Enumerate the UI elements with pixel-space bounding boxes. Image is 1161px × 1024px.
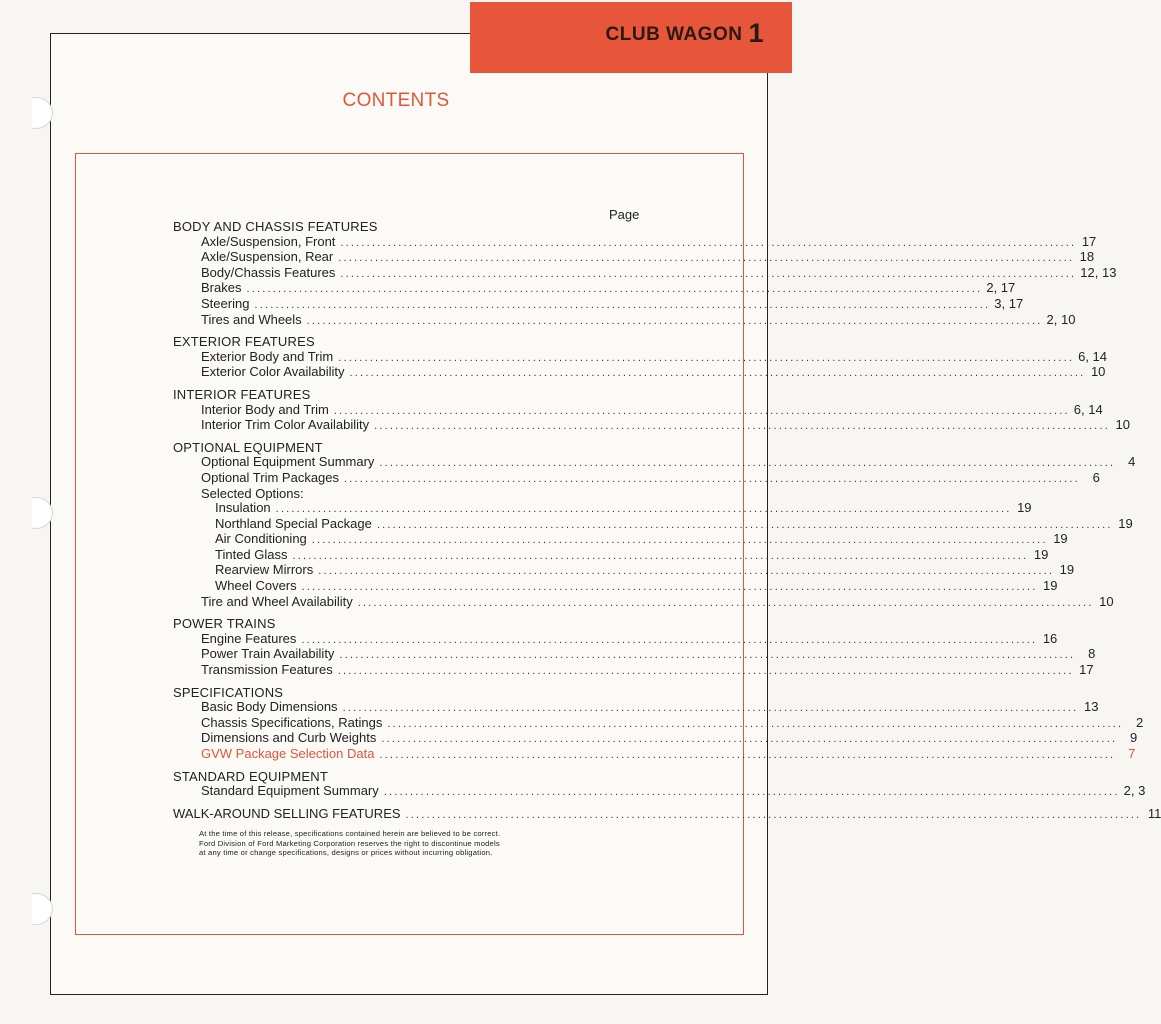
toc-section: [173, 219, 1117, 328]
dot-leader: ............................................................................................................................................: [405, 808, 1142, 821]
toc-section: [173, 684, 1144, 763]
toc-entry[interactable]: [173, 401, 1103, 419]
toc-entry-page: 6: [1092, 469, 1100, 485]
tab-title: [606, 16, 764, 47]
toc-section-title: OPTIONAL EQUIPMENT: [173, 439, 323, 455]
dot-leader: ............................................................................................................................................: [340, 236, 1077, 249]
toc-entry-page: 19: [1118, 515, 1133, 531]
toc-entry-page: 9: [1129, 730, 1138, 746]
toc-entry-label: Engine Features: [201, 630, 297, 646]
dot-leader: ............................................................................................................................................: [246, 283, 983, 296]
toc-section: [173, 439, 1136, 611]
toc-entry-page: 13: [1083, 699, 1099, 715]
toc-entry-page: 10: [1099, 593, 1114, 609]
dot-leader: ............................................................................................................................................: [337, 665, 1074, 678]
toc-entry[interactable]: [173, 546, 1049, 564]
binder-hole: [18, 893, 53, 925]
toc-entry-page: 6, 14: [1073, 401, 1103, 417]
toc-section-title: SPECIFICATIONS: [173, 684, 284, 700]
toc-entry[interactable]: [173, 730, 1138, 747]
toc-entry-label: Standard Equipment Summary: [201, 783, 379, 799]
dot-leader: ............................................................................................................................................: [357, 596, 1094, 609]
toc-entry-page: 8: [1088, 646, 1096, 662]
toc-entry-label: Exterior Color Availability: [201, 364, 345, 380]
toc-entry[interactable]: [173, 593, 1114, 611]
toc-entry-page: 2: [1136, 714, 1144, 730]
toc-section-title: POWER TRAINS: [173, 616, 276, 632]
disclaimer-line: Ford Division of Ford Marketing Corporation reserves the right to discontinue models: [199, 838, 500, 848]
toc-entry-page: 2, 3: [1123, 783, 1146, 799]
toc-entry-page: 3, 17: [994, 295, 1024, 311]
dot-leader: ............................................................................................................................................: [292, 549, 1029, 562]
dot-leader: ............................................................................................................................................: [301, 633, 1038, 646]
toc-entry-page: 7: [1128, 746, 1136, 761]
dot-leader: ............................................................................................................................................: [333, 404, 1070, 417]
toc-entry[interactable]: [173, 714, 1144, 732]
toc-entry-page: 19: [1043, 578, 1058, 594]
toc-entry-label: Tires and Wheels: [201, 311, 302, 327]
table-of-contents: [173, 219, 1161, 822]
toc-entry-page: 11: [1147, 805, 1161, 821]
dot-leader: ............................................................................................................................................: [318, 565, 1055, 578]
dot-leader: ............................................................................................................................................: [338, 252, 1075, 265]
toc-entry-label: Axle/Suspension, Front: [201, 233, 336, 249]
toc-entry[interactable]: [173, 280, 1016, 297]
toc-entry-page: 19: [1017, 500, 1032, 516]
toc-entry-label: Tinted Glass: [215, 546, 288, 562]
toc-entry-label: Optional Trim Packages: [201, 469, 340, 485]
toc-entry-page: 16: [1042, 630, 1058, 646]
dot-leader: ............................................................................................................................................: [383, 786, 1120, 799]
toc-entry-page: 4: [1128, 454, 1136, 470]
toc-entry-label: Wheel Covers: [215, 578, 297, 594]
dot-leader: ............................................................................................................................................: [379, 749, 1116, 761]
toc-entry-page: 17: [1079, 662, 1094, 678]
toc-entry-label: Brakes: [201, 280, 242, 296]
toc-entry-label: Exterior Body and Trim: [201, 348, 334, 364]
toc-entry[interactable]: [173, 662, 1094, 679]
toc-entry[interactable]: [173, 783, 1146, 800]
dot-leader: ............................................................................................................................................: [301, 581, 1038, 594]
toc-entry-label: Insulation: [215, 500, 271, 516]
toc-entry[interactable]: [173, 646, 1096, 663]
toc-entry-page: 19: [1033, 546, 1049, 562]
toc-entry[interactable]: [173, 630, 1058, 648]
toc-entry-label: Tire and Wheel Availability: [201, 593, 353, 609]
dot-leader: ............................................................................................................................................: [311, 534, 1048, 547]
toc-section: [173, 768, 1146, 800]
toc-entry-label: Optional Equipment Summary: [201, 454, 375, 470]
toc-entry-label: Air Conditioning: [215, 531, 307, 547]
dot-leader: ............................................................................................................................................: [376, 518, 1113, 531]
toc-section: [173, 334, 1108, 381]
toc-entry-page: 19: [1053, 531, 1068, 547]
toc-entry[interactable]: [173, 364, 1106, 381]
tab-title-text: CLUB WAGON: [605, 24, 743, 45]
dot-leader: ............................................................................................................................................: [306, 314, 1043, 327]
toc-entry[interactable]: [173, 699, 1099, 716]
dot-leader: ............................................................................................................................................: [387, 717, 1124, 730]
toc-entry-page: 6, 14: [1078, 348, 1108, 364]
toc-section-title: INTERIOR FEATURES: [173, 386, 311, 402]
toc-entry[interactable]: [173, 264, 1117, 282]
dot-leader: ............................................................................................................................................: [344, 472, 1080, 485]
toc-entry-label: GVW Package Selection Data: [201, 746, 375, 761]
disclaimer-line: at any time or change specifications, designs or prices without incurring obligation.: [199, 848, 493, 858]
toc-entry-label: Transmission Features: [201, 662, 333, 678]
dot-leader: ............................................................................................................................................: [254, 298, 991, 311]
toc-entry[interactable]: [173, 249, 1095, 266]
toc-section-title: STANDARD EQUIPMENT: [173, 768, 329, 784]
toc-section-title: BODY AND CHASSIS FEATURES: [173, 219, 378, 234]
toc-entry[interactable]: [173, 295, 1024, 313]
toc-entry[interactable]: [173, 311, 1076, 329]
toc-entry-page: 19: [1059, 562, 1075, 578]
toc-entry-page: 18: [1079, 249, 1095, 265]
dot-leader: ............................................................................................................................................: [340, 267, 1077, 280]
dot-leader: ............................................................................................................................................: [339, 649, 1076, 662]
toc-entry-page: 17: [1081, 233, 1097, 249]
dot-leader: ............................................................................................................................................: [338, 351, 1075, 364]
toc-entry-label: Steering: [201, 295, 250, 311]
section-tab: [470, 2, 792, 73]
toc-entry-page: 10: [1115, 417, 1130, 433]
toc-entry-label: Power Train Availability: [201, 646, 335, 662]
toc-entry-label: Body/Chassis Features: [201, 264, 336, 280]
toc-entry[interactable]: [173, 233, 1097, 251]
toc-entry-label: Interior Trim Color Availability: [201, 417, 370, 433]
toc-entry[interactable]: [173, 348, 1108, 366]
dot-leader: ............................................................................................................................................: [342, 702, 1079, 715]
binder-hole: [18, 497, 53, 529]
toc-entry-label: Rearview Mirrors: [215, 562, 314, 578]
disclaimer-line: At the time of this release, specifications contained herein are believed to be correct.: [199, 829, 501, 838]
toc-entry[interactable]: [173, 578, 1058, 595]
dot-leader: ............................................................................................................................................: [275, 503, 1012, 516]
toc-entry-label: Axle/Suspension, Rear: [201, 249, 334, 265]
disclaimer: [199, 829, 599, 858]
toc-entry[interactable]: [173, 454, 1136, 471]
toc-entry[interactable]: [173, 417, 1130, 434]
toc-entry-label: Chassis Specifications, Ratings: [201, 714, 383, 730]
toc-entry-page: 2, 10: [1046, 311, 1076, 327]
page-column-label: Page: [609, 207, 640, 222]
toc-entry-page: 10: [1090, 364, 1106, 380]
toc-entry-page: 2, 17: [986, 280, 1016, 296]
toc-entry-label: Interior Body and Trim: [201, 401, 329, 417]
toc-section: [173, 386, 1130, 434]
toc-entry-label: WALK-AROUND SELLING FEATURES: [173, 805, 401, 821]
dot-leader: ............................................................................................................................................: [374, 420, 1110, 433]
toc-entry-page: 12, 13: [1080, 264, 1117, 280]
toc-entry[interactable]: [173, 469, 1100, 487]
toc-entry-label: Selected Options:: [201, 485, 304, 501]
toc-entry[interactable]: [173, 562, 1075, 579]
toc-entry[interactable]: [173, 500, 1032, 517]
toc-entry[interactable]: [173, 487, 645, 502]
toc-entry[interactable]: [173, 515, 1133, 533]
dot-leader: ............................................................................................................................................: [381, 733, 1118, 746]
tab-number: 1: [748, 18, 764, 48]
dot-leader: ............................................................................................................................................: [349, 367, 1086, 380]
toc-section: [173, 616, 1096, 678]
toc-entry-label: Basic Body Dimensions: [201, 699, 338, 715]
toc-entry-walk-around[interactable]: [173, 805, 1161, 823]
dot-leader: ............................................................................................................................................: [379, 457, 1116, 470]
toc-entry-label: Northland Special Package: [215, 515, 372, 531]
toc-entry-label: Dimensions and Curb Weights: [201, 730, 377, 746]
toc-entry[interactable]: [173, 746, 1136, 763]
toc-entry[interactable]: [173, 531, 1068, 548]
page-title: CONTENTS: [342, 90, 450, 111]
toc-section-title: EXTERIOR FEATURES: [173, 334, 315, 350]
